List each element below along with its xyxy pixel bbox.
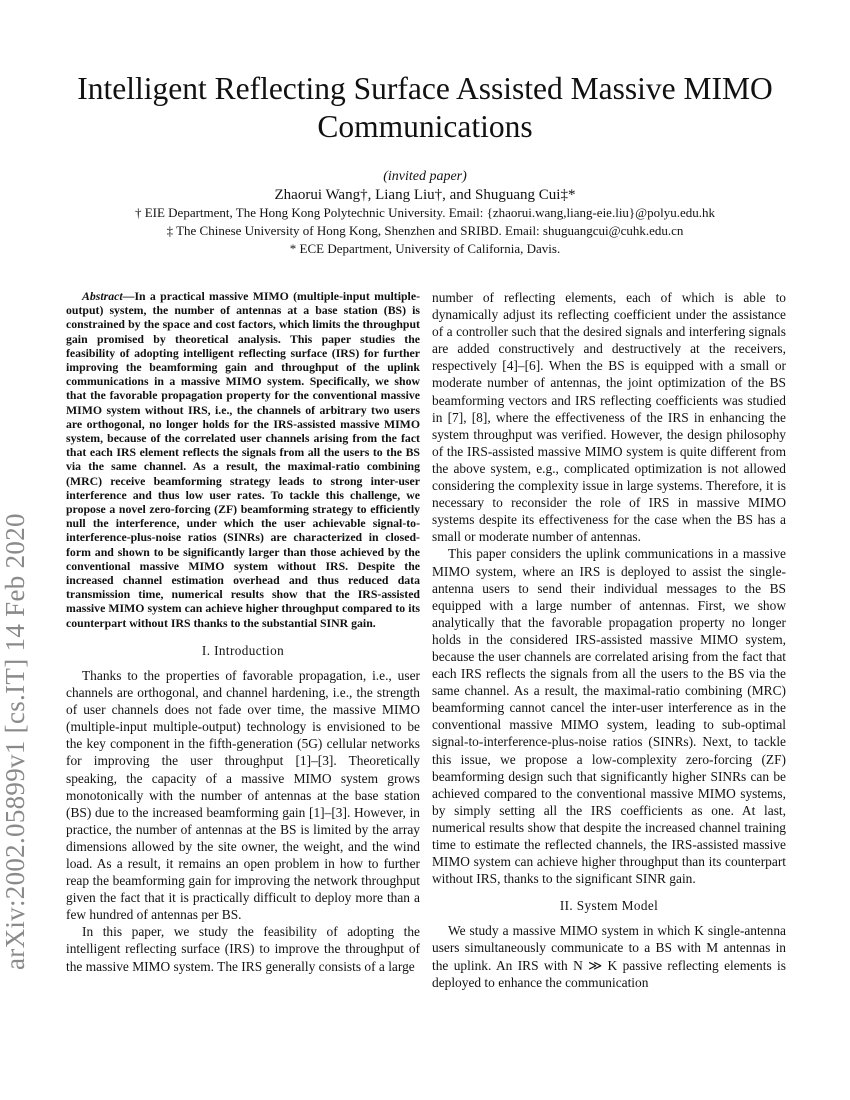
- section-heading-system-model: II. System Model: [559, 898, 659, 914]
- abstract-lead: Abstract: [82, 289, 123, 303]
- section-heading-introduction: I. Introduction: [201, 642, 285, 658]
- model-paragraph-1: We study a massive MIMO system in which K single-antenna users simultaneously communicate to a BS with M antennas in the uplink. An IRS with N ≫ K passive reflecting elements is deployed to enhance the communication: [432, 923, 786, 990]
- intro-paragraph-2: In this paper, we study the feasibility of adopting the intelligent reflecting surface (IRS) to improve the throughput of the massive MIMO system. The IRS generally consists of a large: [66, 924, 420, 974]
- intro-paragraph-1: Thanks to the properties of favorable propagation, i.e., user channels are orthogonal, and channel hardening, i.e., the strength of user channels does not fade over time, the massive MIMO (multiple-input multiple-output) technology is envisioned to be the key component in the fifth-generation (5G) cellular networks for improving the user throughput [1]–[3]. Theoretically speaking, the capacity of a massive MIMO system grows monotonically with the number of antennas at the base station (BS) due to the increased beamforming gain [1]–[3]. However, in practice, the number of antennas at the BS is limited by the array dimensions allowed by the site owner, the weight, and the wind load. As a result, it remains an open problem in how to further reap the beamforming gain for improving the network throughput given the fact that it is practically difficult to deploy more than a few hundred of antennas per BS.: [66, 667, 420, 923]
- paper-note: (invited paper): [383, 169, 467, 184]
- author-names: Zhaorui Wang†, Liang Liu†, and Shuguang Cui‡*: [274, 187, 576, 203]
- right-column: [432, 289, 786, 991]
- author-block: [60, 168, 790, 258]
- arxiv-stamp: arXiv:2002.05899v1 [cs.IT] 14 Feb 2020: [0, 513, 30, 970]
- affiliation-2: ‡ The Chinese University of Hong Kong, Shenzhen and SRIBD. Email: shuguangcui@cuhk.edu.cn: [166, 223, 684, 238]
- paper-title: Intelligent Reflecting Surface Assisted Massive MIMO Communications: [77, 71, 773, 144]
- abstract: [66, 289, 420, 630]
- left-column: [66, 289, 420, 975]
- affiliation-1: † EIE Department, The Hong Kong Polytechnic University. Email: {zhaorui.wang,liang-eie.liu}@polyu.edu.hk: [134, 205, 716, 220]
- right-paragraph-1: number of reflecting elements, each of which is able to dynamically adjust its reflecting coefficient under the assistance of a controller such that the desired signals and interfering signals are added constructively and destructively at the receivers, respectively [4]–[6]. When the BS is equipped with a small or moderate number of antennas, the joint optimization of the BS beamforming vectors and IRS reflecting coefficients was studied in [7], [8], where the effectiveness of the IRS in enhancing the system throughput was verified. However, the design philosophy of the IRS-assisted massive MIMO system is quite different from the above system, e.g., complicated optimization is not allowed considering the complexity issue in large systems. Therefore, it is necessary to reconsider the role of IRS in massive MIMO systems despite its effectiveness for the case when the BS has a small or moderate number of antennas.: [432, 290, 786, 545]
- affiliation-3: * ECE Department, University of California, Davis.: [289, 241, 561, 256]
- right-paragraph-2: This paper considers the uplink communications in a massive MIMO system, where an IRS is deployed to assist the single-antenna users to send their individual messages to the BS equipped with a large number of antennas. First, we show analytically that the favorable propagation property no longer holds in the considered IRS-assisted massive MIMO system, because the user channels are correlated arising from the fact that each IRS reflects the signals from all the users to the BS via the same channel. As a result, the maximal-ratio combining (MRC) beamforming cannot cancel the inter-user interference as in the conventional massive MIMO system, leading to sub-optimal signal-to-interference-plus-noise ratios (SINRs). Next, to tackle this issue, we propose a low-complexity zero-forcing (ZF) beamforming design such that significantly higher SINRs can be achieved compared to the conventional massive MIMO systems, by simply setting all the IRS coefficients as one. At last, numerical results show that despite the increased channel training time to estimate the reflected channels, the IRS-assisted massive MIMO system can achieve higher throughput than its counterpart without IRS, thanks to the significant SINR gain.: [432, 546, 786, 887]
- abstract-text: —In a practical massive MIMO (multiple-input multiple-output) system, the number of antennas at a base station (BS) is constrained by the space and cost factors, which limits the throughput gain promised by theoretical analysis. This paper studies the feasibility of adopting intelligent reflecting surface (IRS) for further improving the beamforming gain and throughput of the uplink communications in a massive MIMO system. Specifically, we show that the favorable propagation property for the conventional massive MIMO system without IRS, i.e., the channels of arbitrary two users are orthogonal, no longer holds for the IRS-assisted massive MIMO system, because of the correlated user channels arising from the fact that each IRS element reflects the signals from all the users to the BS via the same channel. As a result, the maximal-ratio combining (MRC) receive beamforming strategy leads to strong inter-user interference and thus low user rates. To tackle this challenge, we propose a novel zero-forcing (ZF) beamforming strategy to efficiently null the interference, under which the user achievable signal-to-interference-plus-noise ratios (SINRs) are characterized in closed-form and shown to be significantly larger than those achieved by the conventional massive MIMO system without IRS. Despite the increased channel estimation overhead and thus reduced data transmission time, numerical results show that the IRS-assisted massive MIMO system can achieve higher throughput compared to its counterpart without IRS thanks to the substantial SINR gain.: [66, 289, 420, 630]
